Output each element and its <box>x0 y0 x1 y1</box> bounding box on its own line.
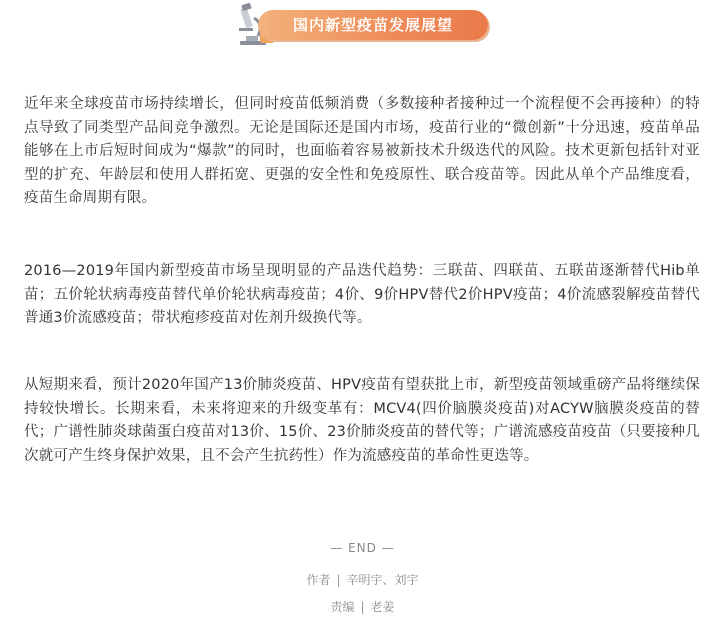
author-line <box>0 571 725 588</box>
banner-pill <box>258 10 488 40</box>
separator: | <box>336 573 341 587</box>
paragraph-1: 近年来全球疫苗市场持续增长，但同时疫苗低频消费（多数接种者接种过一个流程便不会再接种）的特点导致了同类型产品间竞争激烈。无论是国际还是国内市场，疫苗行业的“微创新”十分迅速，疫苗单品能够在上市后短时间成为“爆款”的同时，也面临着容易被新技术升级迭代的风险。技术更新包括针对亚型的扩充、年龄层和使用人群拓宽、更强的安全性和免疫原性、联合疫苗等。因此从单个产品维度看，疫苗生命周期有限。 <box>24 96 700 206</box>
separator: | <box>360 600 365 614</box>
author-names: 辛明宇、刘宇 <box>346 573 419 587</box>
editor-name: 老姜 <box>370 600 395 614</box>
section-banner <box>230 2 492 48</box>
paragraph-2: 2016—2019年国内新型疫苗市场呈现明显的产品迭代趋势：三联苗、四联苗、五联苗逐渐替代Hib单苗；五价轮状病毒疫苗替代单价轮状病毒疫苗；4价、9价HPV替代2价HPV疫苗；4价流感裂解疫苗替代普通3价流感疫苗；带状疱疹疫苗对佐剂升级换代等。 <box>24 263 700 326</box>
end-marker: — END — <box>330 541 395 555</box>
banner-title: 国内新型疫苗发展展望 <box>292 16 453 34</box>
author-label: 作者 <box>306 573 331 587</box>
editor-line <box>0 598 725 615</box>
paragraph-3: 从短期来看，预计2020年国产13价肺炎疫苗、HPV疫苗有望获批上市，新型疫苗领域重磅产品将继续保持较快增长。长期来看，未来将迎来的升级变革有：MCV4(四价脑膜炎疫苗)对ACYW脑膜炎疫苗的替代；广谱性肺炎球菌蛋白疫苗对13价、15价、23价肺炎疫苗的替代等；广谱流感疫苗疫苗（只要接种几次就可产生终身保护效果，且不会产生抗药性）作为流感疫苗的革命性更迭等。 <box>24 377 700 464</box>
editor-label: 责编 <box>330 600 355 614</box>
